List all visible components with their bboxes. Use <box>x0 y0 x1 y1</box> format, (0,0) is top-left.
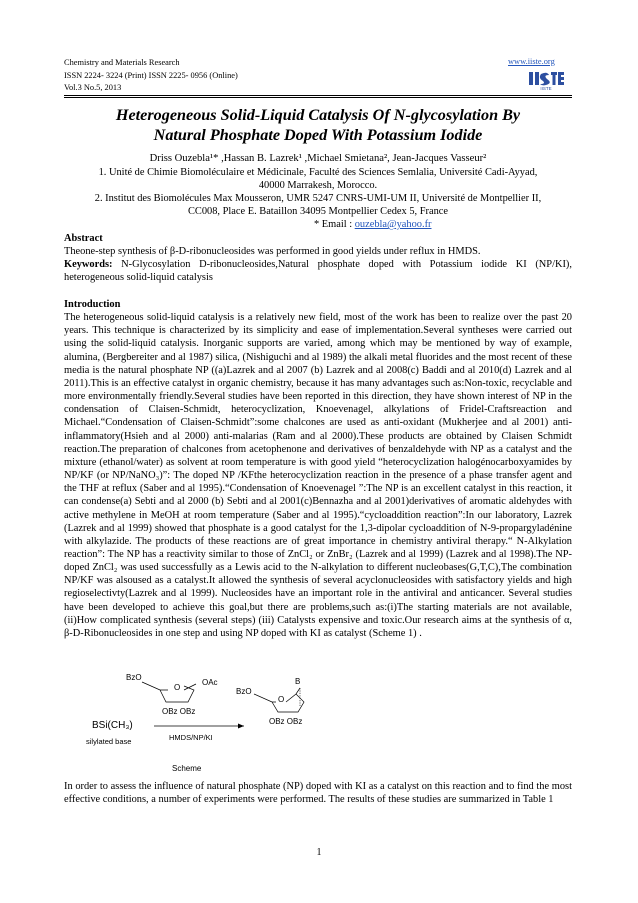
product-base-label: B <box>295 677 301 686</box>
keywords-text: N-Glycosylation D-ribonucleosides,Natural phosphate doped with Potassium iodide KI (NP/KI), heterogeneous solid-liquid catalysis <box>64 259 572 284</box>
affiliation-2 <box>64 193 572 219</box>
base-reagent-label: BSi(CH₃) <box>92 720 133 731</box>
product-obz-labels: OBz OBz <box>269 717 303 726</box>
sugar-bzo-label: BzO <box>126 673 142 682</box>
affiliation-line: CC008, Place E. Bataillon 34095 Montpellier Cedex 5, France <box>187 205 448 217</box>
journal-url-link[interactable]: www.iiste.org <box>508 57 555 66</box>
header-rule-bottom <box>64 97 572 98</box>
introduction-section <box>64 298 572 640</box>
scheme-1-diagram <box>64 668 394 778</box>
volume: Vol.3 No.5, 2013 <box>64 83 122 93</box>
scheme-caption: Scheme <box>172 764 202 773</box>
paper-title <box>70 105 566 145</box>
abstract-text: Theone-step synthesis of β-D-ribonucleosides was performed in good yields under reflux in HMDS. <box>64 246 481 258</box>
keywords-label: Keywords: <box>64 259 113 271</box>
introduction-text: The heterogeneous solid-liquid catalysis is a relatively new field, most of the work has been to realize over the past 20 years. This technique is characterized by its simplicity and ease of implementation.Several syntheses were carried out using the solid-liquid catalysis. Inorganic supports are varied, among which may be mentioned by way of example, alumina, (Bergbereiter and al 1987) silica, (Nishiguchi and al 1989) the alkali metal fluorides and the most recent of these media is the natural phosphate NP ((a)Lazrek and al 2007 (b) Lazrek and al 2008(c) Baddi and al 2010(d) Lazrek and al 2011).This is an effective catalyst in organic chemistry, because it has many advantages such as:Non-toxic, recyclable and more environmentally friendly.Several studies have been reported in this direction, they have shown interest of NP in the condensation of Claisen-Schmidt, heterocyclization, Knoevenagel, alkylations of Fridel-Craftsreaction and Michael.“Condensation of Claisen-Schmidt”:some chalcones are used as anti-oxidant (Mukherjee and al 2001) anti-inflammatory(Hsieh and al 2000) anti-malarias (Ram and al 2000).These products are obtained by Claisen Schmidt reaction.The preparation of chalcones from acetophenone and derivatives of benzaldehyde with NP as a catalyst and the mixture (ethanol/water) as solvent at room temperature is with good yield “heterocyclization halogénocarboxyamides by NP/KF (or NP/NaNO₃)”: The doped NP /KFthe heterocyclization reaction in the presence of a phase transfer agent and the THF at reflux (Saber and al 1995).“Condensation of Knoevenagel ”:The NP is an excellent catalyst in this reaction, it can condense(a) Sebti and al 2000 (b) Sebti and al 2001(c)Bennazha and al 2001)derivatives of aromatic aldehydes with active methylene in MeOH at room temperature (Saber and al 1995).“cycloaddition reaction”:In our laboratory, Lazrek (Lazrek and al 1999) showed that phosphate is a good catalyst for the 1,3-dipolar cycloaddition of N-9-propargyladénine with alkylazide. The products of these reactions are of great importance in chemistry antiviral therapy.“ N-Alkylation reaction”: The NP has a reactivity similar to those of ZnCl₂ or ZnBr₂ (Lazrek and al 1999) (Lazrek and al 1998).The NP-doped ZnCl₂ was used successfully as a Lewis acid to the N-alkylation to different nucleobases(G,T,C),The combination NP/KF was alsoused as a catalyst.It allowed the synthesis of several acyclonucleosides with satisfactory yields and high regioselectivty(Lazrek and al 1999). Nucleosides have an important role in the antiviral and anticancer. Several studies have been developed to achieve this goal,but there are problems,such as:(i)The starting materials are not available, (ii)How complicated synthesis (several steps) (iii) Catalysts expensive and toxic.Our research aims at the synthesis of α, β-D-Ribonucleosides in one step and using NP doped with KI as catalyst (Scheme 1) . <box>64 312 572 639</box>
affiliation-1 <box>64 167 572 193</box>
authors: Driss Ouzebla¹* ,Hassan B. Lazrek¹ ,Michael Smietana², Jean-Jacques Vasseur² <box>149 153 487 164</box>
affiliation-line: 2. Institut des Biomolécules Max Mousseron, UMR 5247 CNRS-UMI-UM II, Université de Montpellier II, <box>94 193 542 204</box>
arrow-head <box>238 724 244 729</box>
email-line <box>64 219 572 232</box>
header-rule-top <box>64 95 572 96</box>
page-number: 1 <box>316 847 322 858</box>
title-line-1: Heterogeneous Solid-Liquid Catalysis Of N-glycosylation By <box>115 106 521 124</box>
running-header <box>64 57 238 95</box>
abstract-section <box>64 232 572 284</box>
logo-text: IISTE <box>540 86 552 91</box>
title-line-2: Natural Phosphate Doped With Potassium Iodide <box>153 126 483 144</box>
affiliation-line: 1. Unité de Chimie Biomoléculaire et Médicinale, Faculté des Sciences Semlalia, Université Cadi-Ayyad, <box>98 167 538 178</box>
product-bzo-label: BzO <box>236 687 252 696</box>
sugar-ring-oxygen: O <box>174 683 181 692</box>
issn: ISSN 2224- 3224 (Print) ISSN 2225- 0956 (Online) <box>64 70 238 80</box>
iiste-logo <box>527 69 565 91</box>
journal-name: Chemistry and Materials Research <box>64 58 180 67</box>
keywords-paragraph <box>64 258 572 284</box>
email-label: * Email : <box>314 219 355 230</box>
base-caption: silylated base <box>86 737 132 746</box>
introduction-heading: Introduction <box>64 299 121 310</box>
affiliation-line: 40000 Marrakesh, Morocco. <box>258 179 378 191</box>
email-link[interactable]: ouzebla@yahoo.fr <box>354 219 432 230</box>
post-scheme-paragraph: In order to assess the influence of natural phosphate (NP) doped with KI as a catalyst on this reaction and to find the most effective conditions, a number of experiments were performed. The results of these studies are summarized in Table 1 <box>64 781 572 806</box>
sugar-ring <box>142 682 196 702</box>
abstract-heading: Abstract <box>64 233 103 244</box>
sugar-obz-labels: OBz OBz <box>162 707 196 716</box>
reaction-conditions: HMDS/NP/KI <box>169 733 213 742</box>
sugar-oac-label: OAc <box>202 678 218 687</box>
product-ring-oxygen: O <box>278 695 285 704</box>
